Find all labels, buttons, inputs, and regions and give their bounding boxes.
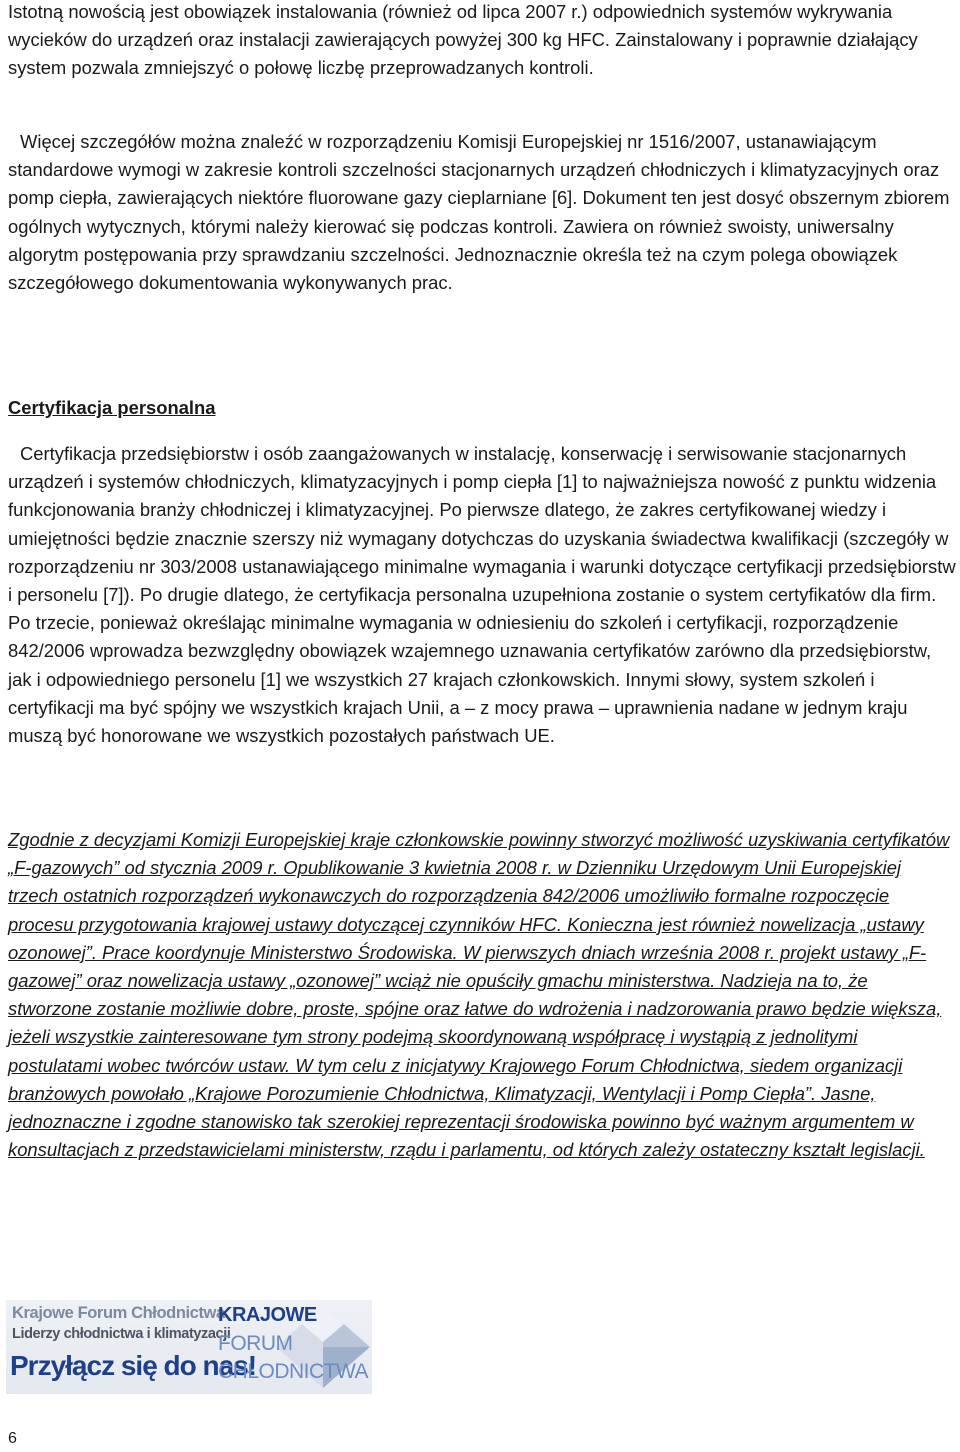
join-us-cta[interactable]: Przyłącz się do nas! bbox=[10, 1350, 257, 1381]
kfc-banner[interactable] bbox=[6, 1300, 372, 1394]
banner-title: Krajowe Forum Chłodnictwa bbox=[12, 1304, 225, 1322]
certification-text: Certyfikacja przedsiębiorstw i osób zaangażowanych w instalację, konserwację i serwisowanie stacjonarnych urządzeń i systemów chłodniczych, klimatyzacyjnych i pomp ciepła [1] to najważniejsza nowość z punktu widzenia funkcjonowania branży chłodniczej i klimatyzacyjnej. Po pierwsze dlatego, że zakres certyfikowanej wiedzy i umiejętności będzie znacznie szerszy niż wymagany dotychczas do uzyskania świadectwa kwalifikacji (szczegóły w rozporządzeniu nr 303/2008 ustanawiającego minimalne wymagania i warunki dotyczące certyfikacji przedsiębiorstw i personelu [7]). Po drugie dlatego, że certyfikacja personalna uzupełniona zostanie o system certyfikatów dla firm. Po trzecie, ponieważ określając minimalne wymagania w odniesieniu do szkoleń i certyfikacji, rozporządzenie 842/2006 wprowadza bezwzględny obowiązek wzajemnego uznawania certyfikatów zarówno dla przedsiębiorstw, jak i odpowiedniego personelu [1] we wszystkich 27 krajach członkowskich. Innymi słowy, system szkoleń i certyfikacji ma być spójny we wszystkich krajach Unii, a – z mocy prawa – uprawnienia nadane w jednym kraju muszą być honorowane we wszystkich pozostałych państwach UE. bbox=[8, 443, 956, 747]
logo-word-krajowe: KRAJOWE bbox=[218, 1304, 317, 1326]
logo-word-chlodnictwa: CHŁODNICTWA bbox=[218, 1360, 369, 1383]
regulation-paragraph bbox=[8, 128, 956, 297]
decisions-text: Zgodnie z decyzjami Komizji Europejskiej kraje członkowskie powinny stworzyć możliwość uzyskiwania certyfikatów „F-gazowych” od stycznia 2009 r. Opublikowanie 3 kwietnia 2008 r. w Dzienniku Urzędowym Unii Europejskiej trzech ostatnich rozporządzeń wykonawczych do rozporządzenia 842/2006 umożliwiło formalne rozpoczęcie procesu przygotowania krajowej ustawy dotyczącej czynników HFC. Konieczna jest również nowelizacja „ustawy ozonowej”. Prace koordynuje Ministerstwo Środowiska. W pierwszych dniach września 2008 r. projekt ustawy „F-gazowej” oraz nowelizacja ustawy „ozonowej” wciąż nie opuściły gmachu ministerstwa. Nadzieja na to, że stworzone zostanie możliwie dobre, proste, spójne oraz łatwe do wdrożenia i nadzorowania prawo będzie większa, jeżeli wszystkie zainteresowane tym strony podejmą skoordynowaną współpracę i wystąpią z jednolitymi postulatami wobec twórców ustaw. W tym celu z inicjatywy Krajowego Forum Chłodnictwa, siedem organizacji branżowych powołało „Krajowe Porozumienie Chłodnictwa, Klimatyzacji, Wentylacji i Pomp Ciepła”. Jasne, jednoznaczne i zgodne stanowisko tak szerokiej reprezentacji środowiska powinno być ważnym argumentem w konsultacjach z przedstawicielami ministerstw, rządu i parlamentu, od których zależy ostateczny kształt legislacji. bbox=[8, 829, 950, 1161]
section-heading: Certyfikacja personalna bbox=[8, 397, 216, 418]
intro-paragraph bbox=[8, 0, 956, 83]
intro-text: Istotną nowością jest obowiązek instalowania (również od lipca 2007 r.) odpowiednich systemów wykrywania wycieków do urządzeń oraz instalacji zawierających powyżej 300 kg HFC. Zainstalowany i poprawnie działający system pozwala zmniejszyć o połowę liczbę przeprowadzanych kontroli. bbox=[8, 1, 918, 79]
decisions-paragraph bbox=[8, 826, 956, 1164]
regulation-text: Więcej szczegółów można znaleźć w rozporządzeniu Komisji Europejskiej nr 1516/2007, ustanawiającym standardowe wymogi w zakresie kontroli szczelności stacjonarnych urządzeń chłodniczych i klimatyzacyjnych oraz pomp ciepła, zawierających niektóre fluorowane gazy cieplarniane [6]. Dokument ten jest dosyć obszernym zbiorem ogólnych wytycznych, którymi należy kierować się podczas kontroli. Zawiera on również swoisty, uniwersalny algorytm postępowania przy sprawdzaniu szczelności. Jednoznacznie określa też na czym polega obowiązek szczegółowego dokumentowania wykonywanych prac. bbox=[8, 131, 950, 294]
logo-word-forum: FORUM bbox=[218, 1332, 293, 1355]
kfc-logo bbox=[212, 1304, 372, 1390]
page-number: 6 bbox=[8, 1430, 17, 1447]
banner-subtitle: Liderzy chłodnictwa i klimatyzacji bbox=[12, 1326, 231, 1342]
certification-paragraph bbox=[8, 440, 956, 750]
